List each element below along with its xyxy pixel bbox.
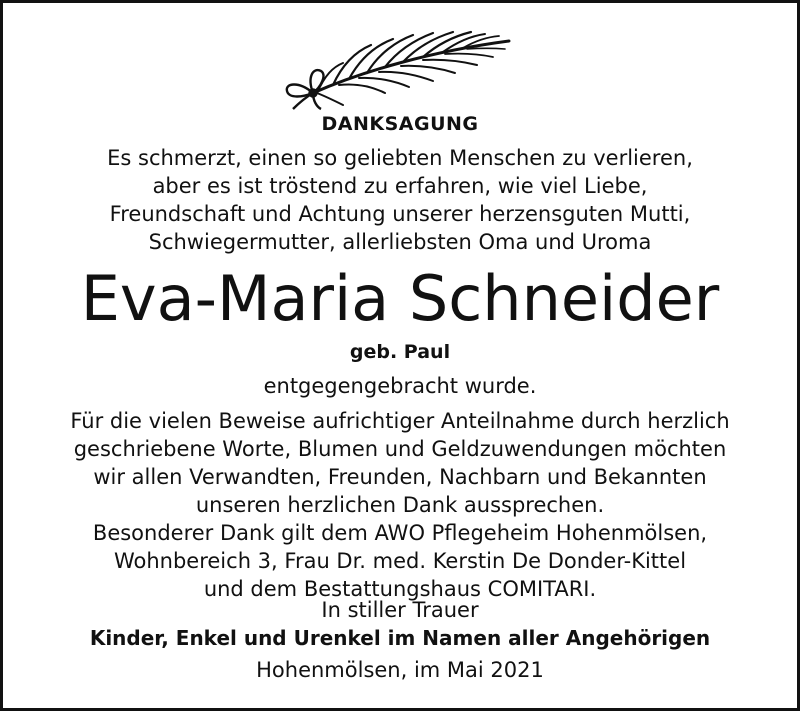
thanks-line: Wohnbereich 3, Frau Dr. med. Kerstin De Donder-Kittel <box>113 549 687 573</box>
deceased-name: Eva-Maria Schneider <box>80 262 720 335</box>
place-date: Hohenmölsen, im Mai 2021 <box>256 658 544 682</box>
intro-line: Es schmerzt, einen so geliebten Menschen zu verlieren, <box>107 146 693 170</box>
maiden-name: geb. Paul <box>349 341 451 363</box>
intro-text <box>3 144 797 256</box>
mourning-line: In stiller Trauer <box>321 598 479 622</box>
notice-heading: DANKSAGUNG <box>321 113 479 135</box>
thanks-line: Besonderer Dank gilt dem AWO Pflegeheim Hohenmölsen, <box>92 521 708 545</box>
thanks-line: unseren herzlichen Dank aussprechen. <box>195 493 605 517</box>
thanks-line: Für die vielen Beweise aufrichtiger Anteilnahme durch herzlich <box>70 409 730 433</box>
palm-branch-with-bow-icon <box>273 23 533 111</box>
received-line: entgegengebracht wurde. <box>263 374 537 398</box>
thanks-line: geschriebene Worte, Blumen und Geldzuwendungen möchten <box>73 437 727 461</box>
thanks-text <box>3 407 797 603</box>
intro-line: aber es ist tröstend zu erfahren, wie viel Liebe, <box>152 174 648 198</box>
thanks-line: wir allen Verwandten, Freunden, Nachbarn und Bekannten <box>93 465 707 489</box>
family-signature: Kinder, Enkel und Urenkel im Namen aller Angehörigen <box>89 626 711 650</box>
intro-line: Schwiegermutter, allerliebsten Oma und Uroma <box>148 230 652 254</box>
intro-line: Freundschaft und Achtung unserer herzensguten Mutti, <box>109 202 691 226</box>
thanks-line: und dem Bestattungshaus COMITARI. <box>203 577 597 601</box>
